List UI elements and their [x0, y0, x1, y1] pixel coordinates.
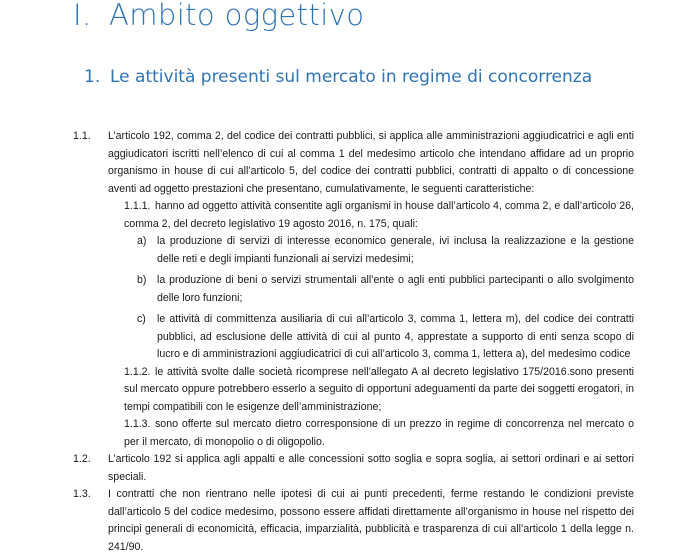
- list-item-b: [0, 272, 696, 307]
- paragraph-1-3: [0, 486, 696, 556]
- chapter-number: I.: [73, 0, 92, 32]
- subparagraph-number: 1.1.2.: [124, 365, 151, 378]
- subparagraph-text: hanno ad oggetto attività consentite agli organismi in house dall’articolo 4, comma 2, e dall’articolo 26, comma 2, del decreto legislativo 19 agosto 2016, n. 175, quali:: [124, 200, 634, 230]
- list-item-text: la produzione di servizi di interesse economico generale, ivi inclusa la realizzazione e la gestione delle reti e degli impianti funzionali ai servizi medesimi;: [157, 235, 634, 265]
- paragraph-text: L’articolo 192 si applica agli appalti e alle concessioni sotto soglia e sopra soglia, ai settori ordinari e ai settori speciali.: [108, 453, 634, 483]
- list-item-letter: a): [137, 235, 147, 247]
- list-item-c: [0, 311, 696, 364]
- paragraph-text: L’articolo 192, comma 2, del codice dei contratti pubblici, si applica alle amministrazioni aggiudicatrici e agli enti aggiudicatori iscritti nell’elenco di cui al comma 1 del medesimo articolo che intendano affidare ad un proprio organismo in house di cui all’articolo 5, del codice dei contratti pubblici, contratti di appalto o di concessione aventi ad oggetto prestazioni che presentano, cumulativamente, le seguenti caratteristiche:: [108, 130, 634, 195]
- paragraph-1-2: [0, 451, 696, 486]
- paragraph-number: 1.1.: [73, 130, 91, 142]
- list-item-text: le attività di committenza ausiliaria di cui all’articolo 3, comma 1, lettera m), del codice dei contratti pubblici, ad esclusione delle attività di cui al punto 4, apprestate a supporto di enti senza scopo di lucro e di amministrazioni aggiudicatrici di cui all’articolo 3, comma 1, lettera a), del medesimo codice: [157, 313, 634, 360]
- paragraph-number: 1.3.: [73, 488, 91, 500]
- subparagraph-number: 1.1.3.: [124, 418, 151, 430]
- subparagraph-1-1-3: [0, 416, 696, 451]
- chapter-heading: [73, 0, 364, 32]
- list-item-letter: b): [137, 274, 147, 286]
- list-item-letter: c): [137, 313, 146, 325]
- list-item-a: [0, 233, 696, 268]
- section-number: 1.: [84, 67, 101, 87]
- subparagraph-text: sono offerte sul mercato dietro corresponsione di un prezzo in regime di concorrenza nel mercato o per il mercato, di monopolio o di oligopolio.: [124, 418, 634, 448]
- list-item-text: la produzione di beni o servizi strumentali all’ente o agli enti pubblici partecipanti o allo svolgimento delle loro funzioni;: [157, 274, 634, 304]
- paragraph-1-1: [0, 128, 696, 198]
- paragraph-number: 1.2.: [73, 453, 91, 465]
- section-heading: [84, 67, 592, 87]
- paragraph-text: I contratti che non rientrano nelle ipotesi di cui ai punti precedenti, ferme restando le condizioni previste dall’articolo 5 del codice medesimo, possono essere affidati direttamente all’organismo in house nel rispetto dei principi generali di economicità, efficacia, imparzialità, pubblicità e trasparenza di cui all’articolo 1 della legge n. 241/90.: [108, 488, 634, 553]
- chapter-title: Ambito oggettivo: [109, 0, 365, 32]
- section-title: Le attività presenti sul mercato in regime di concorrenza: [110, 67, 593, 87]
- subparagraph-1-1-2: [0, 364, 696, 417]
- subparagraph-text: le attività svolte dalle società ricomprese nell’allegato A al decreto legislativo 175/2016.sono presenti sul mercato oppure potrebbero esserlo a seguito di opportuni adeguamenti da parte dei soggetti erogatori, in tempi compatibili con le esigenze dell’amministrazione;: [124, 365, 634, 413]
- document-body: [0, 128, 696, 556]
- subparagraph-1-1-1: [0, 198, 696, 233]
- subparagraph-number: 1.1.1.: [124, 200, 151, 212]
